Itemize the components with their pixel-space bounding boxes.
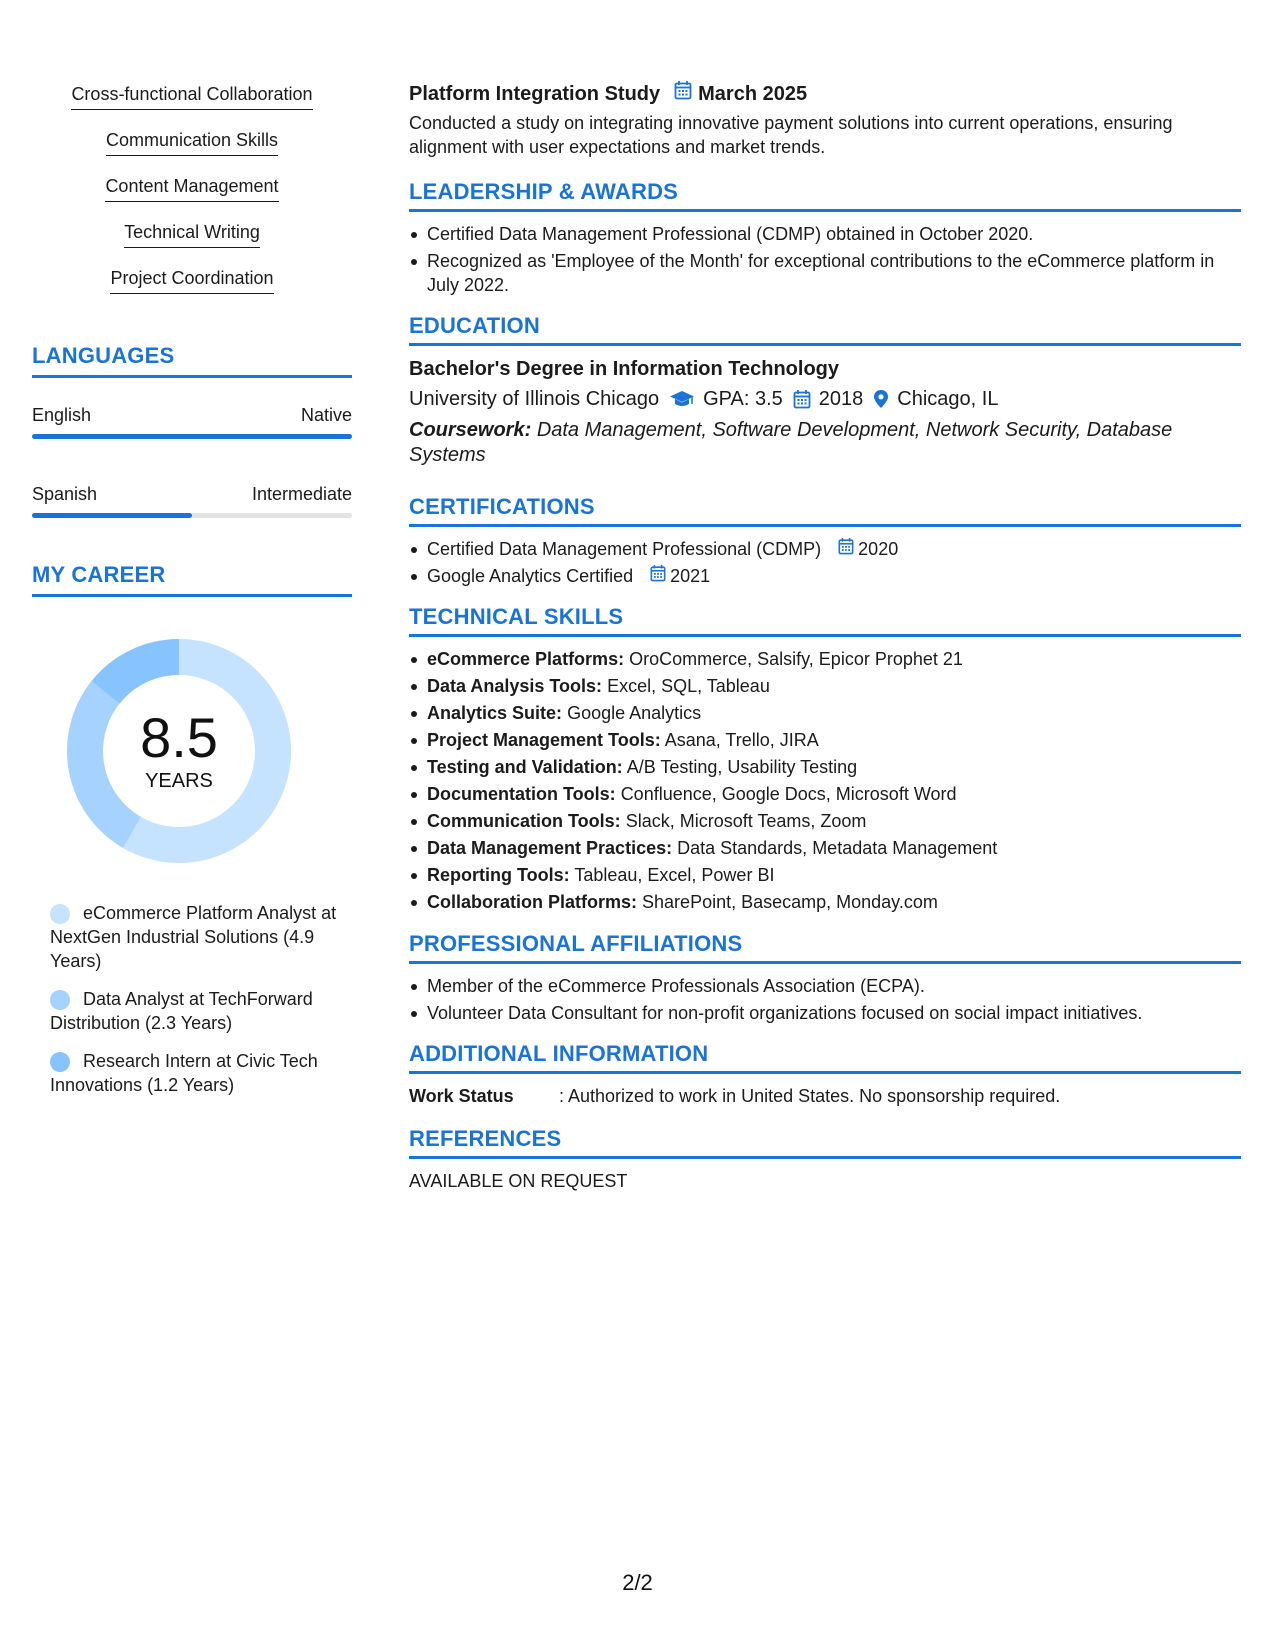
graduation-cap-icon [669,389,695,409]
language-row [32,404,352,426]
skill-tag: Project Coordination [110,266,273,294]
languages-heading: LANGUAGES [32,343,352,378]
language-level: Intermediate [251,484,352,504]
technical-skills-heading: TECHNICAL SKILLS [409,604,1241,637]
skill-category: Communication Tools: [427,811,621,831]
additional-info-heading: ADDITIONAL INFORMATION [409,1041,1241,1074]
map-pin-icon [873,389,889,409]
skill-category: Reporting Tools: [427,865,570,885]
list-item [409,836,1241,861]
legend-dot [50,904,70,924]
list-item: Certified Data Management Professional (CDMP) obtained in October 2020. [409,222,1241,246]
education-degree: Bachelor's Degree in Information Technology [409,358,840,380]
legend-item [50,1049,352,1097]
language-row [32,483,352,505]
language-name: English [32,405,92,425]
skill-values: Google Analytics [567,703,702,723]
education-heading: EDUCATION [409,313,1241,346]
legend-item [50,901,352,973]
legend-label: eCommerce Platform Analyst at NextGen Industrial Solutions (4.9 Years) [50,903,337,971]
legend-dot [50,990,70,1010]
career-heading: MY CAREER [32,562,352,597]
list-item [409,537,1241,561]
skill-category: Collaboration Platforms: [427,892,638,912]
list-item [409,728,1241,753]
references-text: AVAILABLE ON REQUEST [409,1171,628,1191]
certification-year: 2020 [858,539,899,559]
work-status-row [409,1084,1241,1108]
page-number: 2/2 [622,1570,653,1595]
language-bar [32,513,352,518]
certification-name: Certified Data Management Professional (CDMP) [427,539,822,559]
language-level: Native [300,405,352,425]
list-item [409,890,1241,915]
skill-tags [32,82,352,312]
skill-values: Confluence, Google Docs, Microsoft Word [620,784,957,804]
calendar-icon [674,80,692,107]
affiliations-list [409,974,1241,1025]
calendar-icon [793,389,811,409]
leadership-heading: LEADERSHIP & AWARDS [409,179,1241,212]
left-column [32,82,352,1111]
work-status-value: : Authorized to work in United States. No sponsorship required. [559,1086,1061,1106]
legend-label: Data Analyst at TechForward Distribution (2.3 Years) [50,989,313,1033]
skill-tag: Communication Skills [106,128,278,156]
language-bar-fill [32,434,352,439]
project-date: March 2025 [698,82,808,105]
project-description: Conducted a study on integrating innovative payment solutions into current operations, ensuring alignment with user expectations and market trends. [409,113,1173,157]
list-item [409,782,1241,807]
right-column [409,80,1241,1193]
list-item: Volunteer Data Consultant for non-profit organizations focused on social impact initiatives. [409,1001,1241,1025]
skill-values: Asana, Trello, JIRA [664,730,819,750]
skill-tag: Cross-functional Collaboration [71,82,312,110]
skill-category: Analytics Suite: [427,703,563,723]
education-coursework [409,418,1241,468]
coursework-value: Data Management, Software Development, Network Security, Database Systems [409,419,1173,466]
skill-category: Data Management Practices: [427,838,673,858]
skill-tag: Technical Writing [124,220,260,248]
certifications-list [409,537,1241,588]
certification-date [838,537,898,561]
list-item: Member of the eCommerce Professionals Association (ECPA). [409,974,1241,998]
skill-category: Documentation Tools: [427,784,616,804]
certifications-heading: CERTIFICATIONS [409,494,1241,527]
career-unit: YEARS [145,770,213,792]
list-item [409,809,1241,834]
work-status-label: Work Status [409,1086,514,1106]
legend-item [50,987,352,1035]
skill-values: SharePoint, Basecamp, Monday.com [642,892,938,912]
skill-values: Data Standards, Metadata Management [677,838,998,858]
list-item [409,701,1241,726]
project-title: Platform Integration Study [409,82,661,105]
list-item [409,564,1241,588]
language-bar-fill [32,513,192,518]
list-item [409,863,1241,888]
project-header [409,80,1241,107]
skill-values: Excel, SQL, Tableau [607,676,770,696]
languages-list [32,404,352,518]
skill-category: Project Management Tools: [427,730,661,750]
career-total: 8.5 [140,706,218,769]
list-item [409,674,1241,699]
career-donut-chart [67,639,291,863]
technical-skills-list [409,647,1241,915]
career-center [67,639,291,863]
skill-values: A/B Testing, Usability Testing [626,757,858,777]
skill-values: OroCommerce, Salsify, Epicor Prophet 21 [629,649,963,669]
affiliations-heading: PROFESSIONAL AFFILIATIONS [409,931,1241,964]
list-item [409,755,1241,780]
skill-tag: Content Management [105,174,278,202]
certification-date [650,564,710,588]
certification-year: 2021 [670,566,711,586]
legend-dot [50,1052,70,1072]
calendar-icon [650,564,666,588]
references-heading: REFERENCES [409,1126,1241,1159]
calendar-icon [838,537,854,561]
skill-values: Slack, Microsoft Teams, Zoom [625,811,867,831]
skill-category: eCommerce Platforms: [427,649,625,669]
education-gpa: GPA: 3.5 [703,388,783,410]
education-details [409,386,1241,412]
language-bar [32,434,352,439]
education-school: University of Illinois Chicago [409,388,660,410]
certification-name: Google Analytics Certified [427,566,634,586]
skill-category: Data Analysis Tools: [427,676,603,696]
legend-label: Research Intern at Civic Tech Innovations (1.2 Years) [50,1051,318,1095]
career-legend [32,901,352,1097]
list-item: Recognized as 'Employee of the Month' for exceptional contributions to the eCommerce platform in July 2022. [409,249,1241,297]
education-year: 2018 [818,388,864,410]
skill-category: Testing and Validation: [427,757,623,777]
skill-values: Tableau, Excel, Power BI [574,865,775,885]
language-name: Spanish [32,484,98,504]
leadership-list [409,222,1241,297]
education-location: Chicago, IL [897,388,999,410]
list-item [409,647,1241,672]
coursework-label: Coursework: [409,419,532,441]
